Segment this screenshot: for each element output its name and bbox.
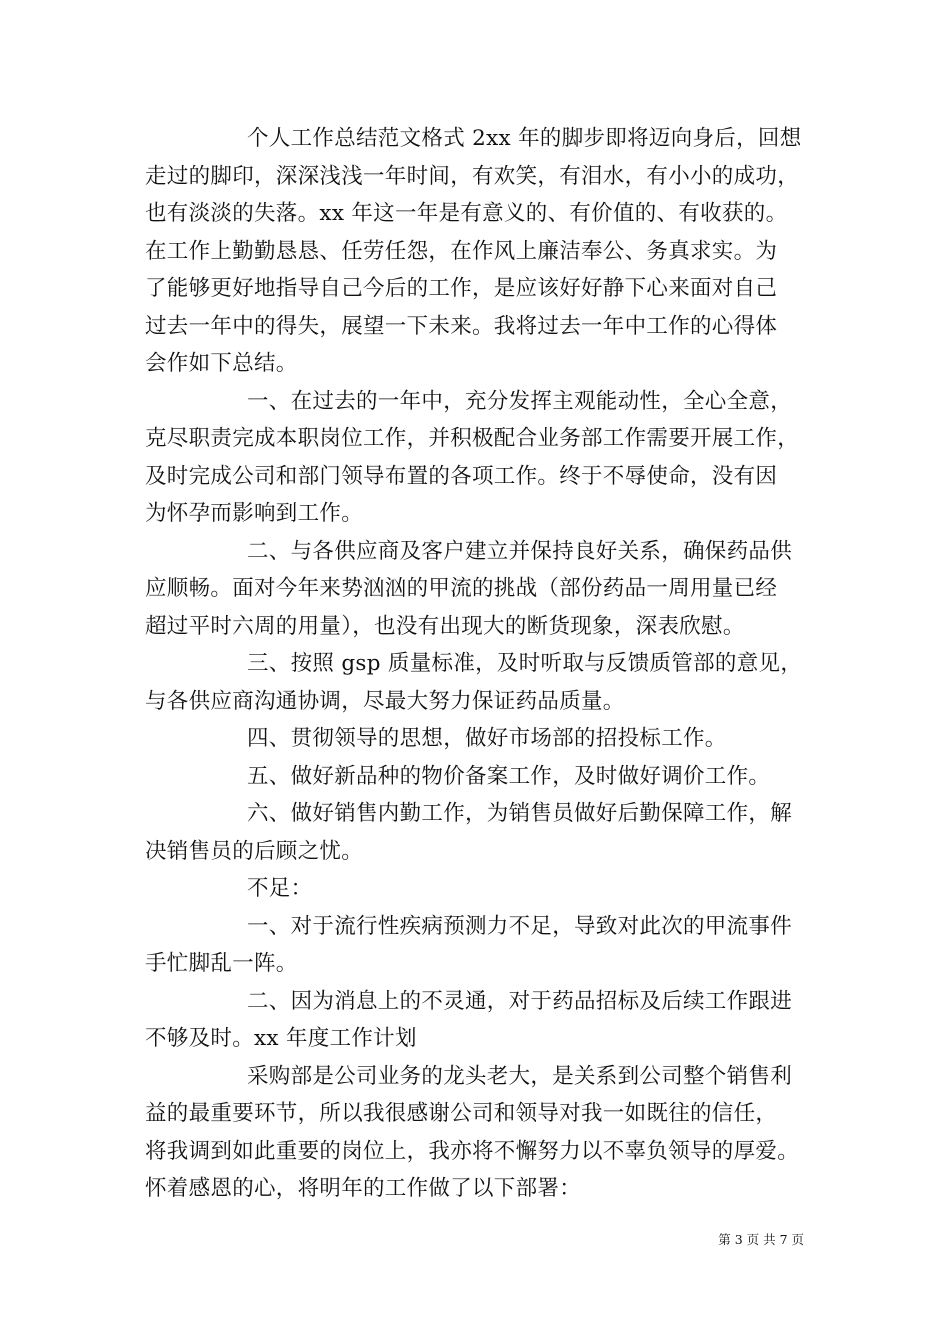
text-line: 及时完成公司和部门领导布置的各项工作。终于不辱使命，没有因 [145, 464, 778, 489]
text-line: 一、在过去的一年中，充分发挥主观能动性，全心全意， [247, 389, 793, 414]
text-line: 过去一年中的得失，展望一下未来。我将过去一年中工作的心得体 [145, 314, 778, 339]
page-number-footer: 第 3 页 共 7 页 [718, 1232, 804, 1247]
text-line: 二、因为消息上的不灵通，对于药品招标及后续工作跟进 [247, 989, 793, 1014]
text-line: 应顺畅。面对今年来势汹汹的甲流的挑战（部份药品一周用量已经 [145, 576, 778, 601]
text-line: 会作如下总结。 [145, 351, 298, 376]
text-line: 怀着感恩的心，将明年的工作做了以下部署： [145, 1176, 582, 1201]
text-line: 将我调到如此重要的岗位上，我亦将不懈努力以不辜负领导的厚爱。 [145, 1139, 800, 1164]
text-line: 二、与各供应商及客户建立并保持良好关系，确保药品供 [247, 539, 793, 564]
text-line: 走过的脚印，深深浅浅一年时间，有欢笑，有泪水，有小小的成功， [145, 164, 800, 189]
text-line: 不够及时。xx 年度工作计划 [145, 1026, 417, 1051]
text-line: 手忙脚乱一阵。 [145, 951, 298, 976]
text-line: 决销售员的后顾之忧。 [145, 839, 364, 864]
text-line: 为怀孕而影响到工作。 [145, 501, 364, 526]
text-line: 克尽职责完成本职岗位工作，并积极配合业务部工作需要开展工作， [145, 426, 800, 451]
text-line: 益的最重要环节，所以我很感谢公司和领导对我一如既往的信任， [145, 1101, 778, 1126]
text-line: 四、贯彻领导的思想，做好市场部的招投标工作。 [247, 726, 727, 751]
text-line: 六、做好销售内勤工作，为销售员做好后勤保障工作，解 [247, 801, 793, 826]
text-line: 五、做好新品种的物价备案工作，及时做好调价工作。 [247, 764, 771, 789]
text-line: 在工作上勤勤恳恳、任劳任怨，在作风上廉洁奉公、务真求实。为 [145, 239, 778, 264]
text-line: 超过平时六周的用量），也没有出现大的断货现象，深表欣慰。 [145, 614, 745, 639]
text-line: 也有淡淡的失落。xx 年这一年是有意义的、有价值的、有收获的。 [145, 201, 788, 226]
text-line: 不足： [247, 876, 313, 901]
text-line: 一、对于流行性疾病预测力不足，导致对此次的甲流事件 [247, 914, 793, 939]
text-line: 与各供应商沟通协调，尽最大努力保证药品质量。 [145, 689, 625, 714]
text-line: 了能够更好地指导自己今后的工作，是应该好好静下心来面对自己 [145, 276, 778, 301]
text-line: 采购部是公司业务的龙头老大，是关系到公司整个销售利 [247, 1064, 793, 1089]
text-line: 个人工作总结范文格式 2xx 年的脚步即将迈向身后，回想 [247, 126, 802, 151]
text-line: 三、按照 gsp 质量标准，及时听取与反馈质管部的意见， [247, 651, 803, 676]
